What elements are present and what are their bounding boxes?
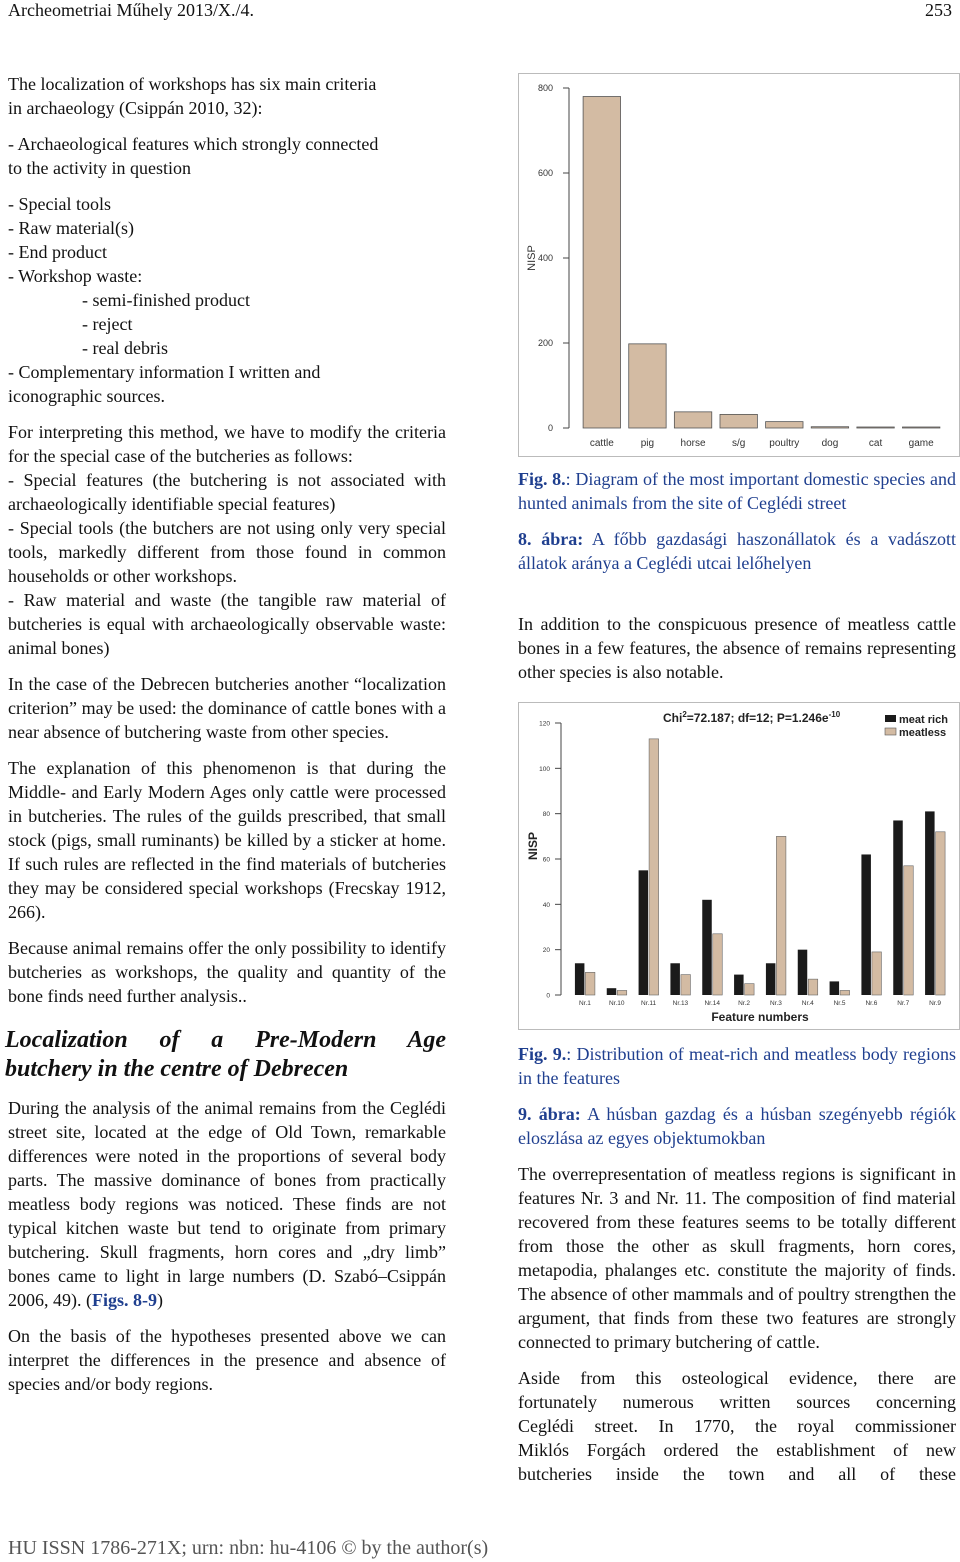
x-tick-label: poultry bbox=[769, 438, 800, 449]
bar-pig bbox=[629, 344, 666, 428]
analysis-end: ) bbox=[157, 1290, 163, 1310]
y-tick-label: 600 bbox=[537, 168, 553, 178]
criteria-list bbox=[8, 192, 446, 408]
aside-line: fortunately numerous written sources concerning bbox=[518, 1392, 956, 1412]
x-tick-label: cat bbox=[868, 438, 883, 449]
fig9-caption bbox=[518, 1042, 956, 1090]
paragraph-special-tools: - Special tools (the butchers are not using only very special tools, markedly different from those found in common households or other workshops. bbox=[8, 518, 446, 586]
bar-meat-rich-Nr4 bbox=[798, 950, 808, 995]
fig8-caption-text: : Diagram of the most important domestic species and hunted animals from the site of Ceglédi street bbox=[518, 469, 956, 513]
bar-meat-rich-Nr1 bbox=[575, 963, 585, 995]
aside-line: Miklós Forgách ordered the establishment of new bbox=[518, 1440, 956, 1460]
section-title-line: butchery in the centre of Debrecen bbox=[5, 1056, 349, 1082]
x-tick-label: Nr.2 bbox=[738, 1000, 751, 1007]
bar-meatless-Nr4 bbox=[808, 979, 818, 995]
analysis-text: During the analysis of the animal remains from the Ceglédi street site, located at the edge of Old Town, remarkable differences were noted in the proportions of several body parts. The massive dominance of bones from practically meatless body regions was noticed. These finds are not typical kitchen waste but tend to originate from primary butchering. Skull fragments, horn cores and „dry limb” bones came to light in large numbers (D. Szabó–Csippán 2006, 49). ( bbox=[8, 1098, 446, 1310]
y-tick-label: 400 bbox=[537, 253, 553, 263]
chart-title bbox=[663, 710, 841, 725]
fig9-hu-label: 9. ábra: bbox=[518, 1104, 581, 1124]
x-tick-label: dog bbox=[821, 438, 839, 449]
bar-meatless-Nr14 bbox=[713, 934, 723, 995]
paragraph-analysis bbox=[8, 1096, 446, 1312]
bar-cattle bbox=[583, 97, 620, 429]
x-tick-label: cattle bbox=[589, 438, 614, 449]
bar-dog bbox=[811, 427, 848, 428]
x-tick-label: Nr.3 bbox=[769, 1000, 782, 1007]
paragraph-debrecen: In the case of the Debrecen butcheries another “localization criterion” may be used: the dominance of cattle bones with a near absence of butchering waste from other species. bbox=[8, 674, 446, 742]
bar-meatless-Nr2 bbox=[745, 984, 755, 995]
chart-title-part: Chi bbox=[663, 711, 683, 725]
bar-meatless-Nr5 bbox=[840, 990, 850, 995]
fig8-hu-caption-text: A főbb gazdasági haszonállatok és a vadászott állatok aránya a Ceglédi utcai lelőhelyen bbox=[518, 529, 956, 573]
y-axis-label: NISP bbox=[526, 831, 540, 861]
criterion-item: - Special tools bbox=[8, 194, 111, 214]
intro-line: in archaeology (Csippán 2010, 32): bbox=[8, 98, 263, 118]
bar-meatless-Nr7 bbox=[904, 866, 914, 995]
criterion-item: - Complementary information I written and bbox=[8, 362, 321, 382]
x-tick-label: Nr.5 bbox=[833, 1000, 846, 1007]
aside-line: Aside from this osteological evidence, there are bbox=[518, 1368, 956, 1388]
fig9-caption-hu bbox=[518, 1102, 956, 1150]
bar-chart-species bbox=[519, 74, 959, 456]
bar-meatless-Nr13 bbox=[681, 975, 691, 995]
y-tick-label: 20 bbox=[542, 947, 550, 955]
right-text-1 bbox=[518, 612, 956, 696]
aside-line: Ceglédi street. In 1770, the royal commissioner bbox=[518, 1416, 956, 1436]
waste-subitem: - real debris bbox=[82, 338, 168, 358]
y-tick-label: 60 bbox=[542, 856, 550, 864]
criterion-item: - Raw material(s) bbox=[8, 218, 134, 238]
bar-meatless-Nr11 bbox=[649, 739, 659, 995]
bar-s-g bbox=[720, 414, 757, 428]
paragraph-addition: In addition to the conspicuous presence of meatless cattle bones in a few features, the absence of remains representing other species is also notable. bbox=[518, 614, 956, 682]
fig9-hu-caption-text: A húsban gazdag és a húsban szegényebb régiók eloszlása az egyes objektumokban bbox=[518, 1104, 957, 1148]
legend-label-meatless: meatless bbox=[899, 727, 947, 739]
bar-meat-rich-Nr3 bbox=[766, 963, 776, 995]
y-tick-label: 0 bbox=[546, 992, 550, 1000]
waste-subitem: - reject bbox=[82, 314, 133, 334]
fig9-label: Fig. 9. bbox=[518, 1044, 567, 1064]
page-number: 253 bbox=[925, 0, 952, 20]
criterion-line: to the activity in question bbox=[8, 158, 191, 178]
y-tick-label: 0 bbox=[547, 423, 553, 433]
fig8-caption-hu bbox=[518, 527, 956, 575]
x-axis-label: Feature numbers bbox=[711, 1010, 809, 1024]
bar-meat-rich-Nr10 bbox=[607, 988, 617, 995]
x-tick-label: pig bbox=[640, 438, 655, 449]
criteria-intro bbox=[8, 72, 446, 120]
bar-meat-rich-Nr6 bbox=[861, 854, 871, 995]
bar-meatless-Nr1 bbox=[585, 972, 595, 995]
y-tick-label: 200 bbox=[537, 338, 553, 348]
fig8-caption bbox=[518, 467, 956, 515]
paragraph-raw-material: - Raw material and waste (the tangible raw material of butcheries is equal with archaeologically observable waste: animal bones) bbox=[8, 590, 446, 658]
chart-title-part: e bbox=[821, 711, 829, 725]
x-tick-label: game bbox=[908, 438, 934, 449]
paragraph-explanation: The explanation of this phenomenon is that during the Middle- and Early Modern Ages only cattle were processed in butcheries. The rules of the guilds prescribed, that small stock (pigs, small ruminants) be killed by a sticker at home. If such rules are reflected in the find materials of butcheries they may be considered special workshops (Frecskay 1912, 266). bbox=[8, 758, 446, 922]
paragraph-aside bbox=[518, 1366, 956, 1486]
legend-swatch-meat-rich bbox=[885, 715, 896, 722]
figure-9-chart bbox=[518, 702, 960, 1030]
paragraph-because: Because animal remains offer the only possibility to identify butcheries as workshops, the quality and quantity of the bone finds need further analysis.. bbox=[8, 938, 446, 1006]
paragraph-basis: On the basis of the hypotheses presented above we can interpret the differences in the presence and absence of species and/or body regions. bbox=[8, 1326, 446, 1394]
y-tick-label: 40 bbox=[542, 901, 550, 909]
bar-cat bbox=[857, 427, 894, 428]
x-tick-label: Nr.6 bbox=[865, 1000, 878, 1007]
y-tick-label: 100 bbox=[539, 765, 550, 773]
chart-title-part: 2 bbox=[682, 710, 687, 719]
x-tick-label: Nr.10 bbox=[608, 1000, 625, 1007]
waste-subitem: - semi-finished product bbox=[82, 290, 250, 310]
legend-swatch-meatless bbox=[885, 728, 896, 735]
criterion-line: - Archaeological features which strongly connected bbox=[8, 134, 379, 154]
paragraph-overrepresentation: The overrepresentation of meatless regions is significant in features Nr. 3 and Nr. 11. The composition of find material recovered from these features seems to be totally different from those the other as skull fragments, horn cores, metapodia, phalanges etc. constitute the majority of finds. The absence of other mammals and of poultry strengthen the argument, that finds from these two features are strongly connected to primary butchering of cattle. bbox=[518, 1164, 956, 1352]
bar-meatless-Nr9 bbox=[936, 832, 946, 995]
criterion-item: - End product bbox=[8, 242, 107, 262]
bar-meatless-Nr3 bbox=[776, 836, 786, 995]
chart-title-part: -10 bbox=[828, 710, 841, 719]
y-tick-label: 800 bbox=[537, 83, 553, 93]
bar-meat-rich-Nr14 bbox=[702, 900, 712, 995]
y-tick-label: 120 bbox=[539, 720, 550, 728]
section-title-line: Localization of a Pre-Modern Age bbox=[5, 1027, 446, 1053]
x-tick-label: Nr.1 bbox=[578, 1000, 591, 1007]
fig9-caption-text: : Distribution of meat-rich and meatless body regions in the features bbox=[518, 1044, 956, 1088]
bar-horse bbox=[674, 412, 711, 428]
footer-issn: HU ISSN 1786-271X; urn: nbn: hu-4106 © by the author(s) bbox=[8, 1537, 489, 1559]
figure-9-captions bbox=[518, 1042, 956, 1498]
criterion-item: iconographic sources. bbox=[8, 386, 165, 406]
figs-reference-link[interactable]: Figs. 8-9 bbox=[92, 1290, 157, 1310]
aside-line: butcheries inside the town and all of these bbox=[518, 1464, 956, 1484]
x-tick-label: horse bbox=[680, 438, 706, 449]
left-column bbox=[5, 72, 446, 1408]
bar-meat-rich-Nr11 bbox=[639, 870, 649, 995]
bar-game bbox=[902, 427, 939, 428]
figure-8-captions bbox=[518, 467, 956, 587]
y-tick-label: 80 bbox=[542, 811, 550, 819]
x-tick-label: Nr.11 bbox=[641, 1000, 657, 1007]
bar-meat-rich-Nr7 bbox=[893, 820, 903, 995]
bar-meatless-Nr10 bbox=[617, 990, 627, 995]
section-title bbox=[5, 1026, 446, 1084]
x-tick-label: Nr.14 bbox=[704, 1000, 721, 1007]
bar-meat-rich-Nr9 bbox=[925, 811, 935, 995]
fig8-hu-label: 8. ábra: bbox=[518, 529, 584, 549]
figure-8-chart bbox=[518, 73, 960, 457]
chart-title-part: =72.187; df=12; P=1.246 bbox=[686, 711, 822, 725]
legend-label-meat-rich: meat rich bbox=[899, 714, 948, 726]
paragraph-interpret: For interpreting this method, we have to modify the criteria for the special case of the butcheries as follows: bbox=[8, 422, 446, 466]
x-tick-label: Nr.7 bbox=[897, 1000, 910, 1007]
page-header bbox=[8, 0, 952, 24]
x-tick-label: Nr.13 bbox=[672, 1000, 689, 1007]
journal-title: Archeometriai Műhely 2013/X./4. bbox=[8, 0, 254, 20]
criterion-features bbox=[8, 132, 446, 180]
intro-line: The localization of workshops has six main criteria bbox=[8, 74, 377, 94]
bar-meat-rich-Nr13 bbox=[670, 963, 680, 995]
paragraph-special-features: - Special features (the butchering is not associated with archaeologically identifiable special features) bbox=[8, 470, 446, 514]
bar-meat-rich-Nr5 bbox=[830, 981, 840, 995]
x-tick-label: Nr.4 bbox=[801, 1000, 814, 1007]
grouped-bar-chart-features bbox=[519, 703, 959, 1029]
x-tick-label: Nr.9 bbox=[929, 1000, 942, 1007]
bar-meat-rich-Nr2 bbox=[734, 975, 744, 995]
criterion-item: - Workshop waste: bbox=[8, 266, 143, 286]
y-axis-label: NISP bbox=[526, 245, 538, 271]
fig8-label: Fig. 8. bbox=[518, 469, 566, 489]
bar-poultry bbox=[766, 422, 803, 428]
x-tick-label: s/g bbox=[732, 438, 746, 449]
bar-meatless-Nr6 bbox=[872, 952, 882, 995]
